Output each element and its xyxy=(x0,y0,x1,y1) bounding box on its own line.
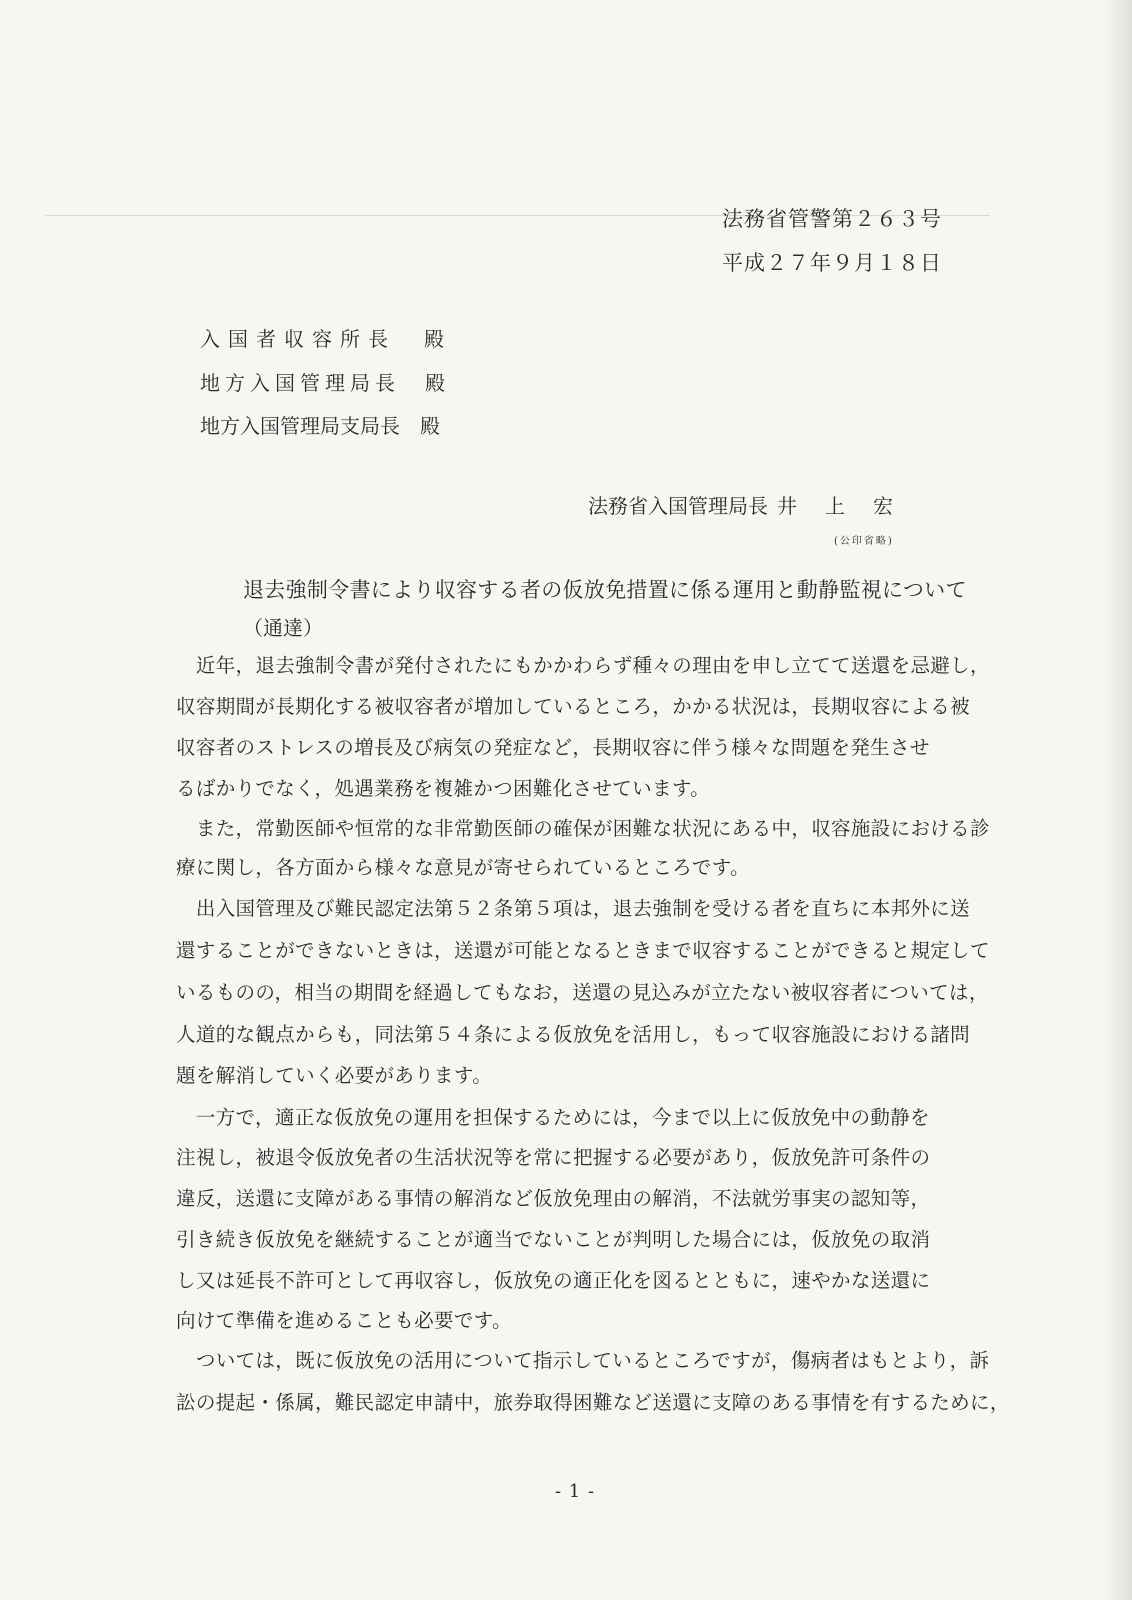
seal-omitted-note: (公印省略) xyxy=(834,536,894,547)
addressee-regional-bureau: 地方入国管理局長 殿 xyxy=(200,371,450,395)
document-date: 平成２７年９月１８日 xyxy=(722,251,942,275)
sender-title: 法務省入国管理局長 xyxy=(588,494,768,518)
body-line: 近年，退去強制令書が発付されたにもかかわらず種々の理由を申し立てて送還を忌避し， xyxy=(176,654,990,677)
addressee-detention-center: 入国者収容所長 殿 xyxy=(200,327,452,351)
body-line: 一方で，適正な仮放免の運用を担保するためには，今まで以上に仮放免中の動静を xyxy=(176,1106,930,1129)
sender-name: 井上宏 xyxy=(777,494,921,518)
body-line: 向けて準備を進めることも必要です。 xyxy=(176,1309,512,1332)
body-line: 療に関し，各方面から様々な意見が寄せられているところです。 xyxy=(176,856,750,879)
body-line: 出入国管理及び難民認定法第５２条第５項は，退去強制を受ける者を直ちに本邦外に送 xyxy=(176,897,971,920)
page-number: - 1 - xyxy=(555,1481,596,1502)
subject-title: 退去強制令書により収容する者の仮放免措置に係る運用と動静監視について xyxy=(243,578,967,602)
body-line: し又は延長不許可として再収容し，仮放免の適正化を図るとともに，速やかな送還に xyxy=(176,1269,931,1292)
body-line: 還することができないときは，送還が可能となるときまで収容することができると規定して xyxy=(176,939,990,962)
body-line: 訟の提起・係属，難民認定申請中，旅券取得困難など送還に支障のある事情を有するために， xyxy=(176,1391,1010,1414)
body-line: 違反，送還に支障がある事情の解消など仮放免理由の解消，不法就労事実の認知等， xyxy=(176,1187,931,1210)
body-line: 収容者のストレスの増長及び病気の発症など，長期収容に伴う様々な問題を発生させ xyxy=(176,736,930,759)
body-line: ついては，既に仮放免の活用について指示しているところですが，傷病者はもとより，訴 xyxy=(176,1349,990,1372)
body-line: 引き続き仮放免を継続することが適当でないことが判明した場合には，仮放免の取消 xyxy=(176,1228,931,1251)
addressee-branch-office: 地方入国管理局支局長 殿 xyxy=(200,414,440,438)
body-line: また，常勤医師や恒常的な非常勤医師の確保が困難な状況にある中，収容施設における診 xyxy=(176,817,990,840)
body-line: 収容期間が長期化する被収容者が増加しているところ，かかる状況は，長期収容による被 xyxy=(176,695,971,718)
page-edge-shadow xyxy=(1102,0,1132,1600)
document-number: 法務省管警第２６３号 xyxy=(722,207,942,231)
body-line: るばかりでなく，処遇業務を複雑かつ困難化させています。 xyxy=(176,777,711,800)
body-line: いるものの，相当の期間を経過してもなお，送還の見込みが立たない被収容者については， xyxy=(176,981,989,1004)
subject-notice-label: （通達） xyxy=(243,616,323,640)
body-line: 題を解消していく必要があります。 xyxy=(176,1064,493,1087)
body-line: 注視し，被退令仮放免者の生活状況等を常に把握する必要があり，仮放免許可条件の xyxy=(176,1146,931,1169)
body-line: 人道的な観点からも，同法第５４条による仮放免を活用し，もって収容施設における諸問 xyxy=(176,1023,971,1046)
